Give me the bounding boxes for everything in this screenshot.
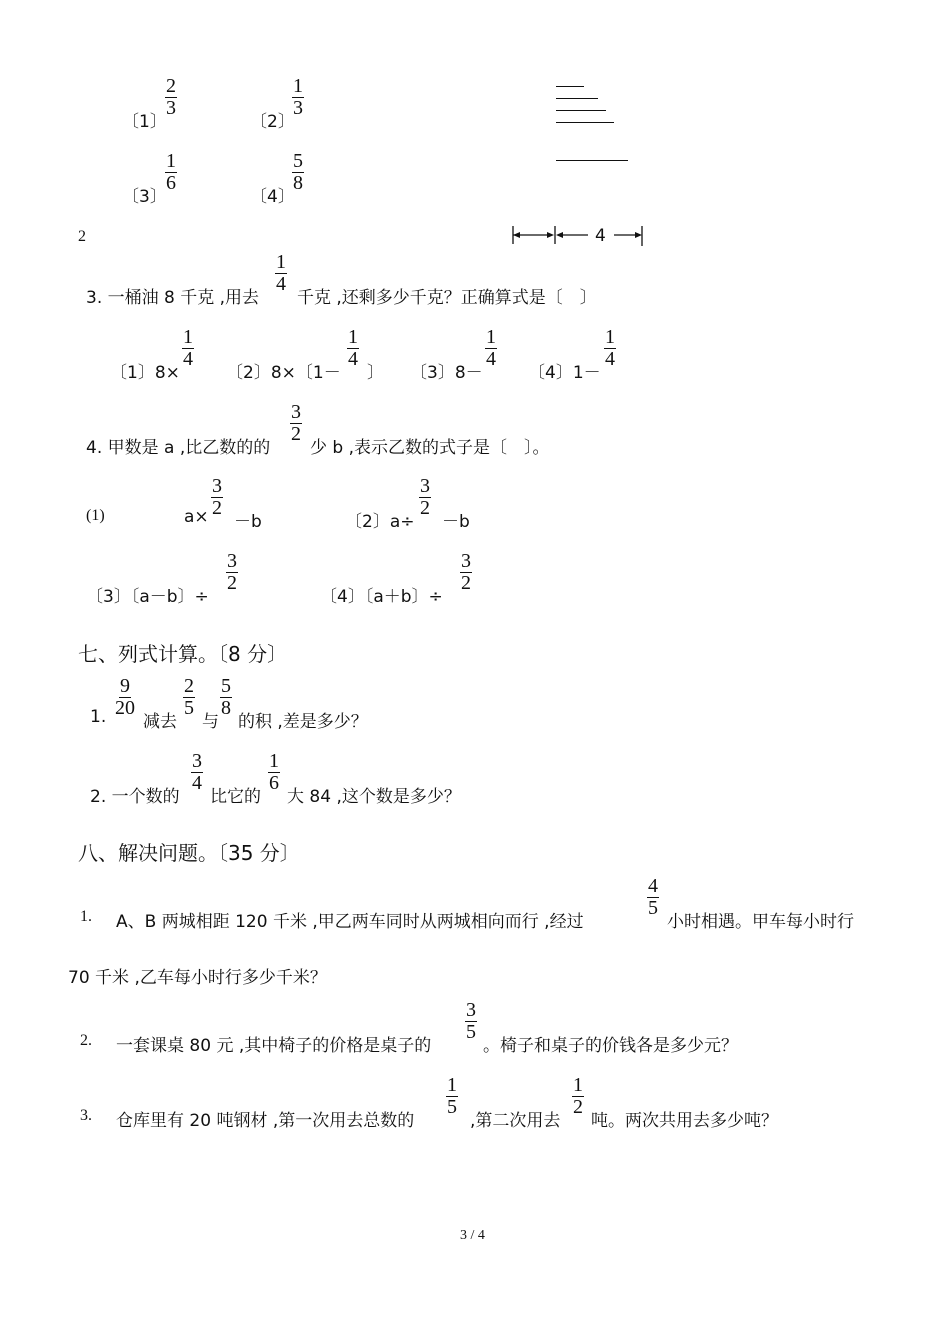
s7-q1-text: 与 xyxy=(202,712,219,732)
fraction: $\frac{1}{4}$ xyxy=(348,326,358,370)
q3-option-2: 〔2〕8×〔1－ xyxy=(226,363,341,383)
s7-q1-text: 减去 xyxy=(143,712,177,732)
fraction: $\frac{3}{2}$ xyxy=(291,401,301,445)
q3-option-2-tail: 〕 xyxy=(367,363,384,383)
diagram-line xyxy=(556,160,628,161)
fraction: $\frac{3}{2}$ xyxy=(461,550,471,594)
q4-option-1: a× xyxy=(184,507,209,527)
option-2-label: 〔2〕 xyxy=(250,112,295,132)
diagram-line xyxy=(556,122,614,123)
diagram-line xyxy=(556,98,598,99)
fraction: $\frac{3}{2}$ xyxy=(227,550,237,594)
option-3-label: 〔3〕 xyxy=(122,187,167,207)
fraction: $\frac{1}{4}$ xyxy=(486,326,496,370)
s8-p1-number: 1. xyxy=(80,908,92,925)
q4-option-2-tail: －b xyxy=(442,512,470,532)
fraction: $\frac{5}{8}$ xyxy=(221,675,231,719)
s7-q2-text: 比它的 xyxy=(210,787,261,807)
option-1-label: 〔1〕 xyxy=(122,112,167,132)
q4-option-1-tail: －b xyxy=(234,512,262,532)
q4-text: 4. 甲数是 a ,比乙数的的 xyxy=(86,438,271,458)
q3-option-1: 〔1〕8× xyxy=(110,363,180,383)
q3-option-3: 〔3〕8－ xyxy=(410,363,483,383)
fraction: $\frac{3}{2}$ xyxy=(212,475,222,519)
q4-option-4: 〔4〕〔a＋b〕÷ xyxy=(320,587,443,607)
s8-p3-text: ,第二次用去 xyxy=(470,1111,561,1131)
q3-text: 3. 一桶油 8 千克 ,用去 xyxy=(86,288,260,308)
fraction: $\frac{1}{3}$ xyxy=(293,75,303,119)
q3-text: 千克 ,还剩多少千克？正确算式是〔 〕 xyxy=(297,288,597,308)
measure-label: 4 xyxy=(595,226,606,246)
s7-q2-text: 大 84 ,这个数是多少？ xyxy=(287,787,461,807)
fraction: $\frac{3}{5}$ xyxy=(466,999,476,1043)
fraction: $\frac{3}{2}$ xyxy=(420,475,430,519)
diagram-line xyxy=(556,86,584,87)
diagram-line xyxy=(556,110,606,111)
q4-option-3: 〔3〕〔a－b〕÷ xyxy=(86,587,209,607)
option-4-label: 〔4〕 xyxy=(250,187,295,207)
fraction: $\frac{1}{4}$ xyxy=(276,251,286,295)
fraction: $\frac{3}{4}$ xyxy=(192,750,202,794)
fraction: $\frac{1}{6}$ xyxy=(269,750,279,794)
page-number: 3 / 4 xyxy=(460,1228,485,1243)
s8-p1-text: A、B 两城相距 120 千米 ,甲乙两车同时从两城相向而行 ,经过 xyxy=(116,912,584,932)
section-8-heading: 八、解决问题。〔35 分〕 xyxy=(78,841,300,865)
fraction: $\frac{1}{2}$ xyxy=(573,1074,583,1118)
s7-q2-text: 2. 一个数的 xyxy=(90,787,180,807)
fraction: $\frac{9}{20}$ xyxy=(115,675,135,719)
s8-p2-text: 。椅子和桌子的价钱各是多少元？ xyxy=(483,1036,738,1056)
q4-option-2: 〔2〕a÷ xyxy=(345,512,415,532)
fraction: $\frac{1}{5}$ xyxy=(447,1074,457,1118)
q4-option-1-label: (1) xyxy=(86,507,105,524)
s8-p3-text: 仓库里有 20 吨钢材 ,第一次用去总数的 xyxy=(116,1111,415,1131)
s8-p1-text: 小时相遇。甲车每小时行 xyxy=(667,912,854,932)
fraction: $\frac{2}{3}$ xyxy=(166,75,176,119)
fraction: $\frac{1}{4}$ xyxy=(605,326,615,370)
fraction: $\frac{1}{4}$ xyxy=(183,326,193,370)
fraction: $\frac{4}{5}$ xyxy=(648,875,658,919)
stray-number: 2 xyxy=(78,228,86,245)
s7-q1-text: 的积 ,差是多少？ xyxy=(238,712,368,732)
s8-p1-text: 70 千米 ,乙车每小时行多少千米？ xyxy=(68,968,327,988)
section-7-heading: 七、列式计算。〔8 分〕 xyxy=(78,642,288,666)
q3-option-4: 〔4〕1－ xyxy=(528,363,601,383)
measure-diagram xyxy=(508,222,658,250)
s8-p2-number: 2. xyxy=(80,1032,92,1049)
fraction: $\frac{1}{6}$ xyxy=(166,150,176,194)
s8-p2-text: 一套课桌 80 元 ,其中椅子的价格是桌子的 xyxy=(116,1036,432,1056)
s7-q1-number: 1. xyxy=(90,707,107,727)
fraction: $\frac{5}{8}$ xyxy=(293,150,303,194)
s8-p3-text: 吨。两次共用去多少吨？ xyxy=(591,1111,778,1131)
s8-p3-number: 3. xyxy=(80,1107,92,1124)
fraction: $\frac{2}{5}$ xyxy=(184,675,194,719)
q4-text: 少 b ,表示乙数的式子是〔 〕。 xyxy=(310,438,550,458)
